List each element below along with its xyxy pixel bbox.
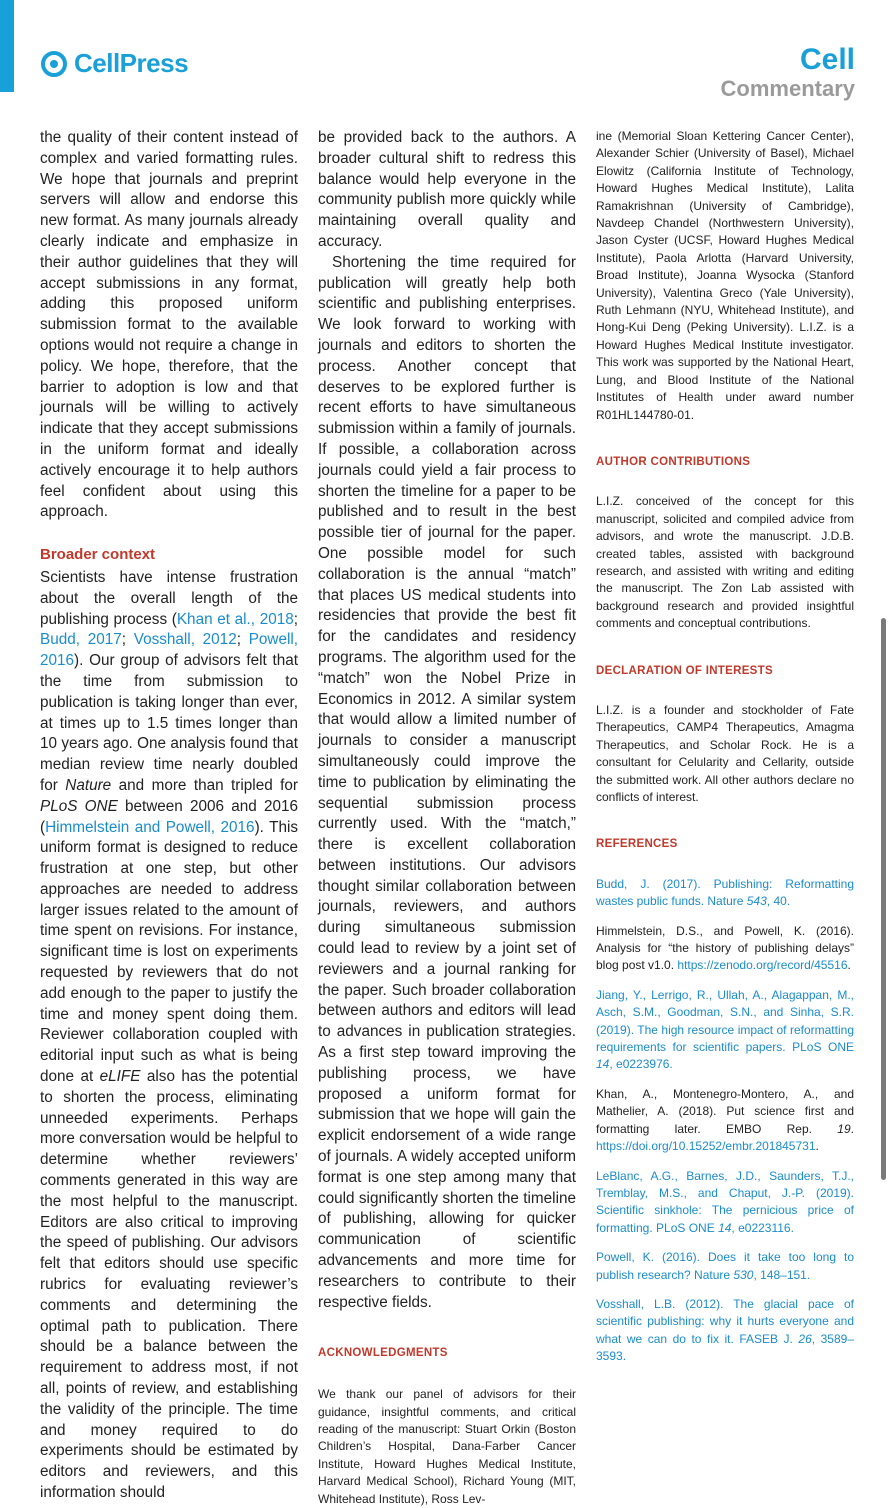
interests-text: L.I.Z. is a founder and stockholder of Fate Therapeutics, CAMP4 Therapeutics, Amagma Therapeutics, and Scholar Rock. He is a consultant for Celularity and Cellarity, outside the submitted work. All other authors declare no conflicts of interest. (596, 702, 854, 804)
citation-link[interactable]: Powell, 2016 (40, 631, 298, 670)
section-heading-declaration-of-interests: DECLARATION OF INTERESTS (596, 664, 773, 677)
citation-link[interactable]: Vosshall, 2012 (133, 631, 237, 649)
contributions-text: L.I.Z. conceived of the concept for this manuscript, solicited and compiled advice from advisors, and wrote the manuscript. J.D.B. created tables, assisted with background research, and assisted with writing and editing the manuscript. The Zon Lab assisted with background research and provided insightful comments and conceptual contributions. (596, 494, 854, 631)
paragraph: the quality of their content instead of complex and varied formatting rules. We hope that journals and preprint servers will allow and endorse this new format. As many journals already clearly indicate and emphasize in their author guidelines that they will accept submissions in any format, adding this proposed uniform submission format to the available options would not require a change in policy. We hope, therefore, that the barrier to adoption is low and that journals will be willing to actively indicate that they accept submissions in the uniform format and ideally actively encourage it to help authors feel confident about using this approach. (40, 129, 298, 521)
reference-item[interactable]: Budd, J. (2017). Publishing: Reformatting wastes public funds. Nature 543, 40. (596, 876, 854, 909)
cellpress-logo-icon (40, 50, 68, 78)
column-2 (318, 128, 576, 1508)
reference-item: Himmelstein, D.S., and Powell, K. (2016). Analysis for “the history of publishing delays” blog post v1.0. https://zenodo.org/record/45516. (596, 923, 854, 973)
section-heading-references: REFERENCES (596, 838, 678, 851)
publisher-name: CellPress (74, 48, 189, 78)
reference-item[interactable]: Jiang, Y., Lerrigo, R., Ullah, A., Alagappan, M., Asch, S.M., Goodman, S.N., and Sinha, S.R. (2019). The high resource impact of reformatting requirements for scientific papers. PLoS ONE 14, e0223976. (596, 987, 854, 1072)
paragraph: Shortening the time required for publication will greatly help both scientific and publishing enterprises. We look forward to working with journals and editors to shorten the process. Another concept that deserves to be explored further is recent efforts to have simultaneous submission within a family of journals. If possible, a collaboration across journals could yield a fair process to shorten the timeline for a paper to be published and to result in the best possible tier of journal for the paper. One possible model for such collaboration is the annual “match” that places US medical students into residencies that provide the best fit for the candidates and residency programs. The algorithm used for the “match” won the Nobel Prize in Economics in 2012. A similar system that would allow a limited number of journals to consider a manuscript simultaneously could improve the time to publication by eliminating the sequential submission process currently used. With the “match,” there is excellent collaboration between institutions. Our advisors thought similar collaboration between journals, reviewers, and authors during simultaneous submission could lead to review by a joint set of reviewers and a journal ranking for the paper. Such broader collaboration between authors and editors will lead to advances in publication strategies. As a first step toward improving the publishing process, we have proposed a uniform format for submission that we hope will gain the explicit endorsement of a wide range of journals. A widely accepted uniform format is one step among many that could significantly shorten the timeline of publishing, allowing for quicker communication of scientific advancements and more time for researchers to contribute to their respective fields. (318, 253, 576, 1311)
section-heading-broader-context: Broader context (40, 546, 156, 564)
citation-link[interactable]: Khan et al., 2018 (176, 610, 294, 628)
column-3 (596, 128, 854, 1378)
citation-link[interactable]: Himmelstein and Powell, 2016 (45, 818, 255, 836)
acknowledgments-text: ine (Memorial Sloan Kettering Cancer Center), Alexander Schier (University of Basel), Michael Elowitz (California Institute of Technology, Howard Hughes Medical Institute), Lalita Ramakrishnan (University of Cambridge), Navdeep Chandel (Northwestern University), Jason Cyster (UCSF, Howard Hughes Medical Institute), Paola Arlotta (Harvard University, Broad Institute), Joanna Wysocka (Stanford University), Valentina Greco (Yale University), Ruth Lehmann (NYU, Whitehead Institute), and Hong-Kui Deng (Peking University). L.I.Z. is a Howard Hughes Medical Institute investigator. This work was supported by the National Heart, Lung, and Blood Institute of the National Institutes of Health under award number R01HL144780-01. (596, 129, 854, 422)
reference-link[interactable]: https://doi.org/10.15252/embr.201845731 (596, 1139, 816, 1154)
section-heading-acknowledgments: ACKNOWLEDGMENTS (318, 1347, 448, 1360)
journal-name: Cell (799, 43, 855, 76)
reference-item[interactable]: Vosshall, L.B. (2012). The glacial pace of scientific publishing: why it hurts everyone and what we can do to fix it. FASEB J. 26, 3589–3593. (596, 1296, 855, 1364)
reference-link[interactable]: https://zenodo.org/record/45516 (677, 958, 848, 973)
reference-item: Khan, A., Montenegro-Montero, A., and Mathelier, A. (2018). Put science first and formatting later. EMBO Rep. 19. https://doi.org/10.15252/embr.201845731. (596, 1086, 854, 1154)
citation-link[interactable]: Budd, 2017 (40, 631, 122, 649)
reference-item[interactable]: LeBlanc, A.G., Barnes, J.D., Saunders, T.J., Tremblay, M.S., and Chaput, J.-P. (2019). Scientific sinkhole: The pernicious price of formatting. PLoS ONE 14, e0223116. (596, 1168, 854, 1235)
column-1 (40, 128, 298, 1504)
article-type: Commentary (720, 76, 855, 101)
publisher-logo[interactable] (40, 48, 188, 79)
accent-bar (0, 0, 14, 92)
acknowledgments-text: We thank our panel of advisors for their guidance, insightful comments, and critical reading of the manuscript: Stuart Orkin (Boston Children’s Hospital, Dana-Farber Cancer Institute, Howard Hughes Medical Institute, Harvard Medical School), Richard Young (MIT, Whitehead Institute), Ross Lev- (318, 1387, 576, 1506)
section-heading-author-contributions: AUTHOR CONTRIBUTIONS (596, 455, 751, 468)
paragraph: be provided back to the authors. A broader cultural shift to redress this balance would help everyone in the community publish more quickly while maintaining overall quality and accuracy. (318, 129, 576, 250)
paragraph: Scientists have intense frustration about the overall length of the publishing process (Khan et al., 2018; Budd, 2017; Vosshall, 2012; Powell, 2016). Our group of advisors felt that the time from submission to publication is taking longer than ever, at times up to 1.5 times longer than 10 years ago. One analysis found that median review time nearly doubled for Nature and more than tripled for PLoS ONE between 2006 and 2016 (Himmelstein and Powell, 2016). This uniform format is designed to reduce frustration at one step, but other approaches are needed to address larger issues related to the amount of time spent on revisions. For instance, significant time is lost on experiments requested by reviewers that do not add enough to the paper to justify the time and money spent doing them. Reviewer collaboration coupled with editorial input such as what is being done at eLIFE also has the potential to shorten the process, eliminating unneeded experiments. Perhaps more conversation would be helpful to determine whether reviewers’ comments generated in this way are the most helpful to the manuscript. Editors are also critical to improving the speed of publishing. Our advisors felt that editors should use specific rubrics for evaluating reviewer’s comments and determining the optimal path to publication. There should be a balance between the requirement to address most, if not all, points of review, and establishing the validity of the principle. The time and money required to do experiments should be estimated by editors and reviewers, and this information should (40, 568, 299, 1501)
scrollbar-thumb[interactable] (881, 618, 886, 1180)
journal-header (721, 44, 855, 102)
reference-item[interactable]: Powell, K. (2016). Does it take too long to publish research? Nature 530, 148–151. (596, 1250, 854, 1282)
